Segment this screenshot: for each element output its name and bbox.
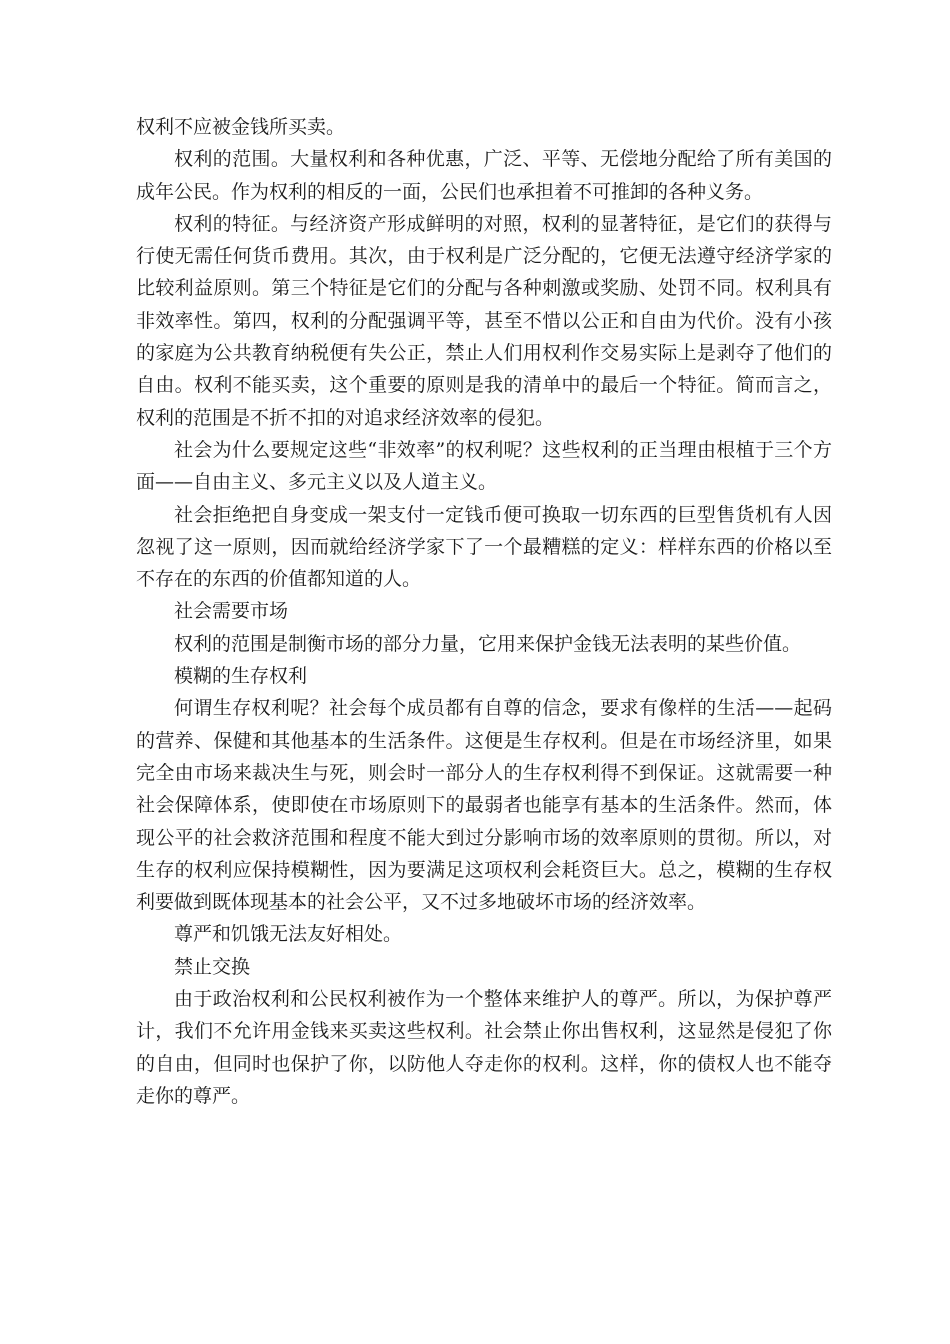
paragraph-7: 何谓生存权利呢？社会每个成员都有自尊的信念，要求有像样的生活——起码的营养、保健和其他基本的生活条件。这便是生存权利。但是在市场经济里，如果完全由市场来裁决生与死，则会时一部分人的生存权利得不到保证。这就需要一种社会保障体系，使即使在市场原则下的最弱者也能享有基本的生活条件。然而，体现公平的社会救济范围和程度不能大到过分影响市场的效率原则的贯彻。所以，对生存的权利应保持模糊性，因为要满足这项权利会耗资巨大。总之，模糊的生存权利要做到既体现基本的社会公平，又不过多地破坏市场的经济效率。 <box>136 697 832 914</box>
paragraph-5: 社会拒绝把自身变成一架支付一定钱币便可换取一切东西的巨型售货机有人因忽视了这一原则，因而就给经济学家下了一个最糟糕的定义：样样东西的价格以至不存在的东西的价值都知道的人。 <box>136 503 832 591</box>
document-page <box>136 111 832 1112</box>
section-heading-market: 社会需要市场 <box>174 600 289 623</box>
section-heading-survival-rights: 模糊的生存权利 <box>174 665 308 688</box>
paragraph-9: 由于政治权利和公民权利被作为一个整体来维护人的尊严。所以，为保护尊严计，我们不允许用金钱来买卖这些权利。社会禁止你出售权利，这显然是侵犯了你的自由，但同时也保护了你，以防他人夺走你的权利。这样，你的债权人也不能夺走你的尊严。 <box>136 988 832 1107</box>
paragraph-2: 权利的范围。大量权利和各种优惠，广泛、平等、无偿地分配给了所有美国的成年公民。作为权利的相反的一面，公民们也承担着不可推卸的各种义务。 <box>136 148 832 203</box>
paragraph-1: 权利不应被金钱所买卖。 <box>136 116 346 138</box>
paragraph-4: 社会为什么要规定这些“非效率”的权利呢？这些权利的正当理由根植于三个方面——自由主义、多元主义以及人道主义。 <box>136 438 832 494</box>
section-heading-no-exchange: 禁止交换 <box>174 955 251 978</box>
paragraph-8: 尊严和饥饿无法友好相处。 <box>174 923 403 946</box>
paragraph-3: 权利的特征。与经济资产形成鲜明的对照，权利的显著特征，是它们的获得与行使无需任何货币费用。其次，由于权利是广泛分配的，它便无法遵守经济学家的比较利益原则。第三个特征是它们的分配与各种刺激或奖励、处罚不同。权利具有非效率性。第四，权利的分配强调平等，甚至不惜以公正和自由为代价。没有小孩的家庭为公共教育纳税便有失公正，禁止人们用权利作交易实际上是剥夺了他们的自由。权利不能买卖，这个重要的原则是我的清单中的最后一个特征。简而言之，权利的范围是不折不扣的对追求经济效率的侵犯。 <box>136 212 832 429</box>
paragraph-6: 权利的范围是制衡市场的部分力量，它用来保护金钱无法表明的某些价值。 <box>174 632 802 655</box>
